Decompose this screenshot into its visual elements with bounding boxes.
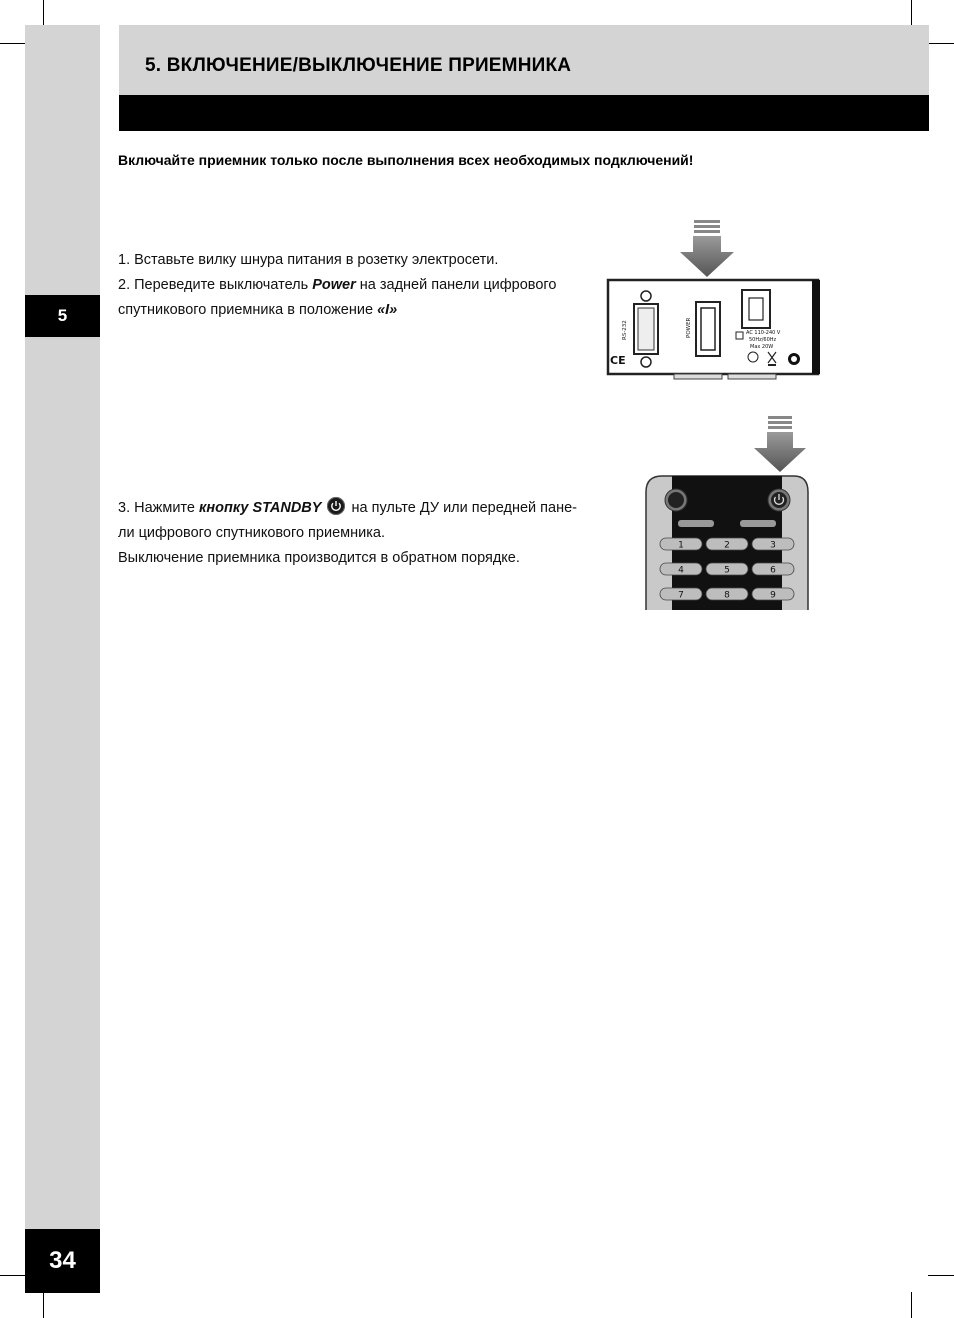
ce-mark: CE [610,354,626,367]
section-header [119,25,929,95]
remote-key-label: 6 [770,565,776,576]
step-2 [118,273,556,298]
step-1: 1. Вставьте вилку шнура питания в розетку электросети. [118,252,499,268]
ac-line-1: AC 110-240 V [746,330,781,336]
remote-key-label: 8 [724,590,730,601]
crop-mark [911,1292,912,1318]
ac-line-2: 50Hz/60Hz [749,337,777,343]
step-3 [118,496,577,521]
step-2-line-2 [118,298,556,323]
remote-key-label: 5 [724,565,730,576]
header-bar [119,95,929,131]
crop-mark [928,1275,954,1276]
rs232-label: RS-232 [622,320,628,340]
remote-key-label: 9 [770,590,776,601]
power-switch-label: Power [312,277,356,293]
remote-key-label: 7 [678,590,684,601]
power-label: POWER [686,317,692,338]
step-2-text: спутникового приемника в положение [118,302,378,318]
crop-mark [43,0,44,26]
steps-block-2 [118,496,577,571]
down-arrow-icon [754,416,806,472]
crop-mark [0,43,26,44]
standby-label: кнопку STANDBY [199,500,322,516]
ac-line-3: Max 20W [750,344,774,350]
step-3-line-2: ли цифрового спутникового приемника. [118,525,385,541]
crop-mark [911,0,912,26]
chapter-tab: 5 [25,295,100,337]
steps-block-1 [118,248,556,323]
page-number: 34 [25,1229,100,1293]
crop-mark [0,1275,26,1276]
remote-key-label: 1 [678,540,684,551]
warning-text: Включайте приемник только после выполнения всех необходимых подключений! [118,152,694,168]
power-icon [327,497,345,515]
remote-control-illustration [642,414,814,612]
page-title: 5. ВКЛЮЧЕНИЕ/ВЫКЛЮЧЕНИЕ ПРИЕМНИКА [145,55,572,76]
step-3-text: 3. Нажмите [118,500,199,516]
remote-key-label: 4 [678,565,684,576]
step-3-text: на пульте ДУ или передней пане- [347,500,577,516]
step-2-text: 2. Переведите выключатель [118,277,313,293]
switch-position: «I» [377,302,398,318]
crop-mark [928,43,954,44]
remote-key-label: 2 [724,540,730,551]
remote-key-label: 3 [770,540,776,551]
off-note: Выключение приемника производится в обратном порядке. [118,550,520,566]
step-2-text: на задней панели цифрового [355,277,557,293]
crop-mark [43,1292,44,1318]
sidebar [25,25,100,1293]
keypad [660,538,794,601]
down-arrow-icon [680,220,734,277]
rear-panel-illustration [606,218,822,382]
